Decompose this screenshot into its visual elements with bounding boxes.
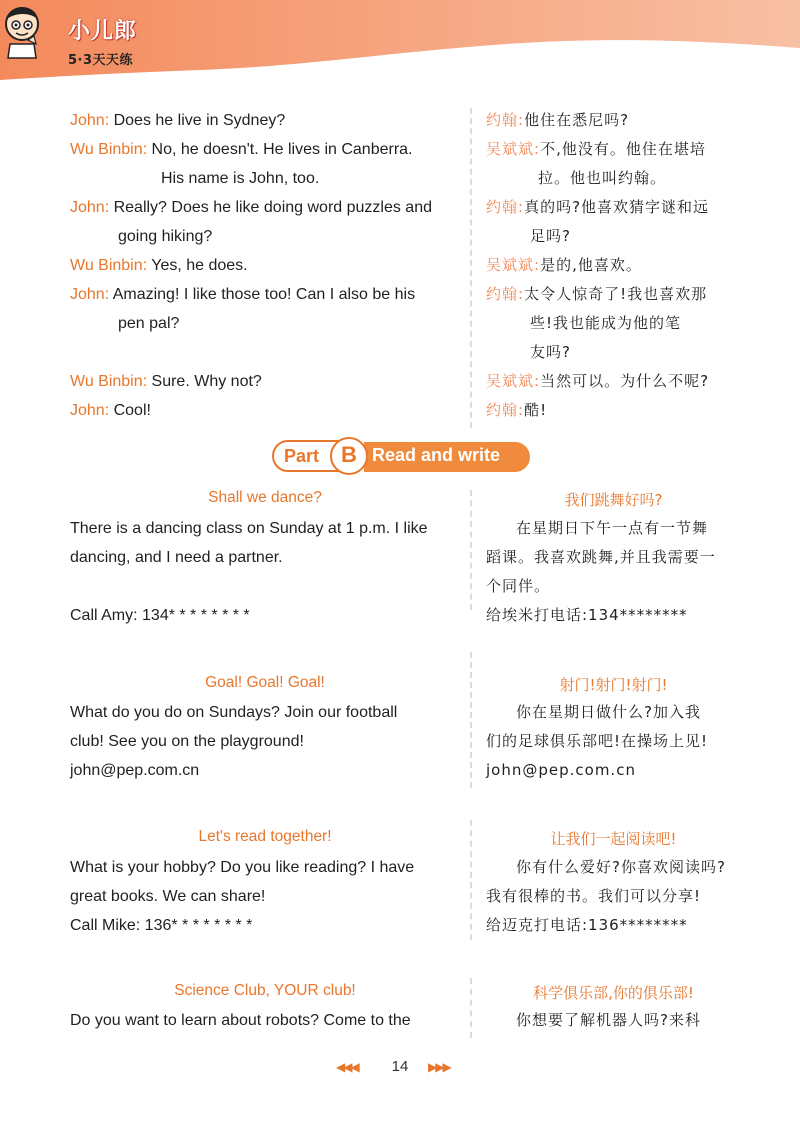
ad-line: club! See you on the playground! [70, 733, 304, 750]
part-letter-badge [330, 437, 368, 475]
ad-line: 们的足球俱乐部吧!在操场上见! [486, 732, 709, 750]
line-text: 太令人惊奇了!我也喜欢那 [524, 285, 708, 303]
dialogue-line [486, 396, 741, 425]
series-logo [68, 14, 137, 68]
speaker: John: [70, 112, 110, 129]
ad-body-chinese [486, 853, 741, 940]
dialogue-line [70, 251, 460, 280]
ad-body-english [70, 1006, 460, 1035]
dialogue-line [486, 251, 741, 280]
part-letter: B [341, 442, 357, 467]
ad-title-english: Science Club, YOUR club! [174, 982, 356, 999]
page-number: 14 [391, 1058, 409, 1075]
line-text: 真的吗?他喜欢猜字谜和远 [524, 198, 710, 216]
speaker: John: [70, 199, 110, 216]
ad-title-english: Goal! Goal! Goal! [205, 674, 325, 691]
ad-contact: Call Amy: 134* * * * * * * * [70, 607, 250, 624]
ad-title-english: Let's read together! [198, 828, 332, 845]
dialogue-line [70, 396, 460, 425]
column-divider [470, 490, 472, 610]
line-text: Amazing! I like those too! Can I also be his [112, 286, 416, 303]
line-text: 当然可以。为什么不呢? [540, 372, 710, 390]
speaker: 吴斌斌: [486, 256, 541, 274]
ad-body-chinese [486, 698, 741, 785]
ad-body-english [70, 698, 460, 785]
line-continuation: 拉。他也叫约翰。 [538, 169, 667, 187]
ad-title-chinese: 让我们一起阅读吧! [550, 830, 677, 848]
line-continuation: going hiking? [118, 228, 213, 245]
mascot-boy-icon [0, 0, 44, 60]
dialogue-line [70, 367, 460, 396]
part-label: Part [284, 446, 320, 466]
line-continuation: 友吗? [530, 343, 571, 361]
ad-contact: john@pep.com.cn [70, 762, 200, 779]
column-divider [470, 820, 472, 940]
ad-line: 你有什么爱好?你喜欢阅读吗? [516, 858, 726, 876]
ad-line: 个同伴。 [486, 577, 551, 595]
speaker: Wu Binbin: [70, 141, 148, 158]
ad-contact: Call Mike: 136* * * * * * * * [70, 917, 253, 934]
ad-title-english: Shall we dance? [208, 489, 322, 506]
ad-title-chinese: 射门!射门!射门! [559, 676, 668, 694]
ad-line: dancing, and I need a partner. [70, 549, 283, 566]
line-text: Sure. Why not? [151, 373, 262, 390]
speaker: John: [70, 286, 110, 303]
dialogue-line [486, 106, 741, 135]
line-text: Yes, he does. [151, 257, 248, 274]
logo-brand: 小儿郎 [68, 19, 138, 44]
ad-contact: 给迈克打电话:136******** [486, 916, 688, 934]
speaker: 约翰: [486, 285, 525, 303]
ad-body-english [70, 853, 460, 940]
dialogue-chinese [486, 106, 741, 425]
dialogue-line [70, 106, 460, 135]
line-text: 他住在悉尼吗? [524, 111, 630, 129]
line-continuation: 些!我也能成为他的笔 [530, 314, 682, 332]
ad-body-english [70, 514, 460, 630]
column-divider [470, 978, 472, 1038]
ad-body-chinese [486, 1006, 741, 1035]
section-title: Read and write [372, 445, 501, 465]
ad-title-chinese: 科学俱乐部,你的俱乐部! [533, 984, 694, 1002]
speaker: Wu Binbin: [70, 373, 148, 390]
dialogue-line [486, 135, 741, 164]
ad-contact: john@pep.com.cn [486, 761, 636, 779]
right-arrows-icon: ▶▶▶ [428, 1060, 450, 1074]
line-text: 是的,他喜欢。 [540, 256, 642, 274]
section-title-box [364, 442, 530, 472]
dialogue-line [70, 193, 460, 222]
dialogue-line [486, 367, 741, 396]
column-divider [470, 652, 472, 788]
ad-line: What is your hobby? Do you like reading? I have [70, 859, 415, 876]
dialogue-line [486, 193, 741, 222]
ad-line: 你在星期日做什么?加入我 [516, 703, 701, 721]
speaker: 吴斌斌: [486, 140, 541, 158]
speaker: John: [70, 402, 110, 419]
page-footer [0, 1058, 800, 1082]
line-text: Cool! [113, 402, 151, 419]
ad-line: 我有很棒的书。我们可以分享! [486, 887, 702, 905]
speaker: 约翰: [486, 401, 525, 419]
left-arrows-icon: ◀◀◀ [336, 1060, 358, 1074]
dialogue-line [70, 280, 460, 309]
line-text: No, he doesn't. He lives in Canberra. [151, 141, 413, 158]
ad-line: 蹈课。我喜欢跳舞,并且我需要一 [486, 548, 716, 566]
speaker: Wu Binbin: [70, 257, 148, 274]
dialogue-english [70, 106, 460, 425]
spacer [70, 338, 460, 367]
ad-line: What do you do on Sundays? Join our football [70, 704, 398, 721]
speaker: 吴斌斌: [486, 372, 541, 390]
column-divider [470, 108, 472, 428]
line-continuation: His name is John, too. [161, 170, 320, 187]
ad-body-chinese [486, 514, 741, 630]
line-continuation: pen pal? [118, 315, 180, 332]
ad-line: 在星期日下午一点有一节舞 [516, 519, 709, 537]
part-b-banner [272, 440, 530, 476]
ad-contact: 给埃米打电话:134******** [486, 606, 688, 624]
line-text: 酷! [524, 401, 548, 419]
line-continuation: 足吗? [530, 227, 571, 245]
speaker: 约翰: [486, 198, 525, 216]
ad-title-chinese: 我们跳舞好吗? [564, 491, 663, 509]
line-text: Does he live in Sydney? [113, 112, 286, 129]
ad-line: 你想要了解机器人吗?来科 [516, 1011, 701, 1029]
line-text: 不,他没有。他住在堪培 [540, 140, 706, 158]
ad-line: There is a dancing class on Sunday at 1 p.m. I like [70, 520, 428, 537]
ad-line: Do you want to learn about robots? Come to the [70, 1012, 411, 1029]
logo-series: 5·3天天练 [68, 53, 134, 68]
page-header [0, 0, 800, 95]
dialogue-line [486, 280, 741, 309]
line-text: Really? Does he like doing word puzzles and [113, 199, 432, 216]
spacer [70, 572, 460, 601]
dialogue-line [70, 135, 460, 164]
speaker: 约翰: [486, 111, 525, 129]
ad-line: great books. We can share! [70, 888, 266, 905]
